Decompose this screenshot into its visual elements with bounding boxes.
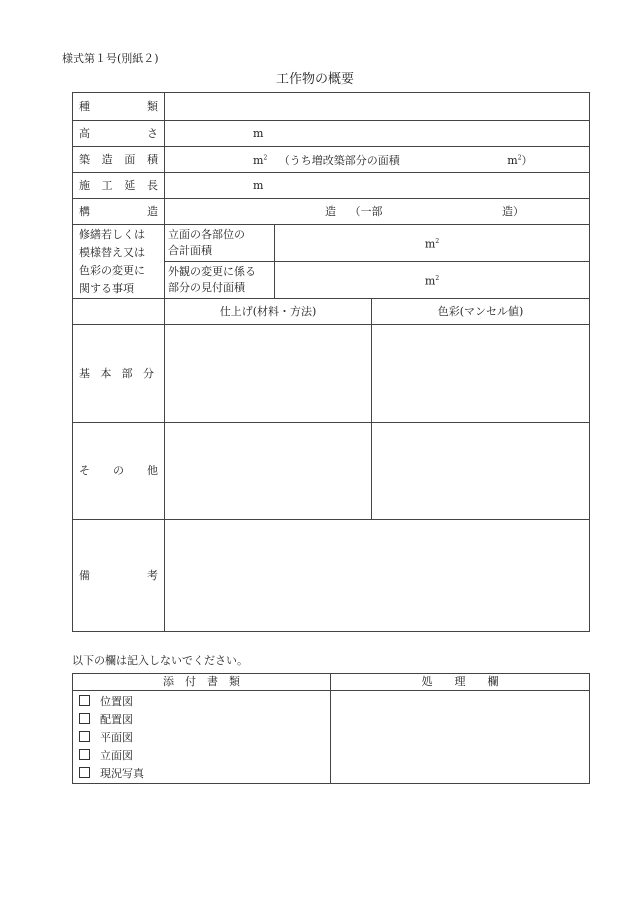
length-label: 施 工 延 長 [73, 173, 165, 199]
checkbox[interactable] [79, 713, 90, 724]
finish-header-blank [73, 299, 165, 325]
facade-area-field[interactable]: $m^2$ [275, 262, 590, 299]
kind-field[interactable] [165, 93, 590, 121]
structure-partial-close: 造） [502, 204, 524, 218]
area-expansion-text: （うち増改築部分の面積 [278, 153, 400, 167]
length-field[interactable] [165, 173, 590, 199]
checkbox[interactable] [79, 731, 90, 742]
processing-field [331, 691, 590, 784]
attachment-item[interactable]: 立面図 [79, 747, 324, 765]
structure-field[interactable] [165, 199, 590, 225]
elevation-area-field[interactable]: $m^2$ [275, 225, 590, 262]
attachment-item[interactable]: 位置図 [79, 693, 324, 711]
structure-partial-text: （一部 [349, 204, 383, 218]
checkbox[interactable] [79, 749, 90, 760]
form-number: 様式第１号(別紙２) [62, 52, 159, 65]
attachments-header: 添 付 書 類 [73, 674, 331, 691]
basic-finish-field[interactable] [165, 325, 372, 423]
remarks-field[interactable] [165, 520, 590, 632]
structure-text: 造 [325, 204, 336, 218]
overview-table [72, 92, 590, 632]
other-finish-field[interactable] [165, 423, 372, 520]
remarks-label: 備 考 [73, 520, 165, 632]
basic-color-field[interactable] [372, 325, 590, 423]
checkbox[interactable] [79, 695, 90, 706]
attachment-item[interactable]: 平面図 [79, 729, 324, 747]
processing-header: 処 理 欄 [331, 674, 590, 691]
attachment-list [73, 691, 331, 784]
other-color-field[interactable] [372, 423, 590, 520]
height-unit: m [253, 126, 264, 140]
attachment-item[interactable]: 配置図 [79, 711, 324, 729]
do-not-fill-note: 以下の欄は記入しないでください。 [72, 654, 248, 667]
repair-sublabel-facade: 外観の変更に係る 部分の見付面積 [165, 262, 275, 299]
attachment-item[interactable]: 現況写真 [79, 765, 324, 783]
other-label: そ の 他 [73, 423, 165, 520]
height-field[interactable] [165, 121, 590, 147]
structure-label: 構 造 [73, 199, 165, 225]
height-label: 高 さ [73, 121, 165, 147]
kind-label: 種 類 [73, 93, 165, 121]
basic-label: 基 本 部 分 [73, 325, 165, 423]
area-field[interactable] [165, 147, 590, 173]
area-label: 築 造 面 積 [73, 147, 165, 173]
checkbox[interactable] [79, 767, 90, 778]
page-title: 工作物の概要 [275, 72, 354, 87]
area-unit: $m^2$ [253, 153, 268, 167]
area-expansion-unit: $m^2$） [507, 153, 533, 167]
repair-label: 修繕若しくは 模様替え又は 色彩の変更に 関する事項 [73, 225, 165, 299]
color-header: 色彩(マンセル値) [372, 299, 590, 325]
office-use-table [72, 673, 590, 784]
repair-sublabel-elevation: 立面の各部位の 合計面積 [165, 225, 275, 262]
length-unit: m [253, 178, 264, 192]
finish-header: 仕上げ(材料・方法) [165, 299, 372, 325]
